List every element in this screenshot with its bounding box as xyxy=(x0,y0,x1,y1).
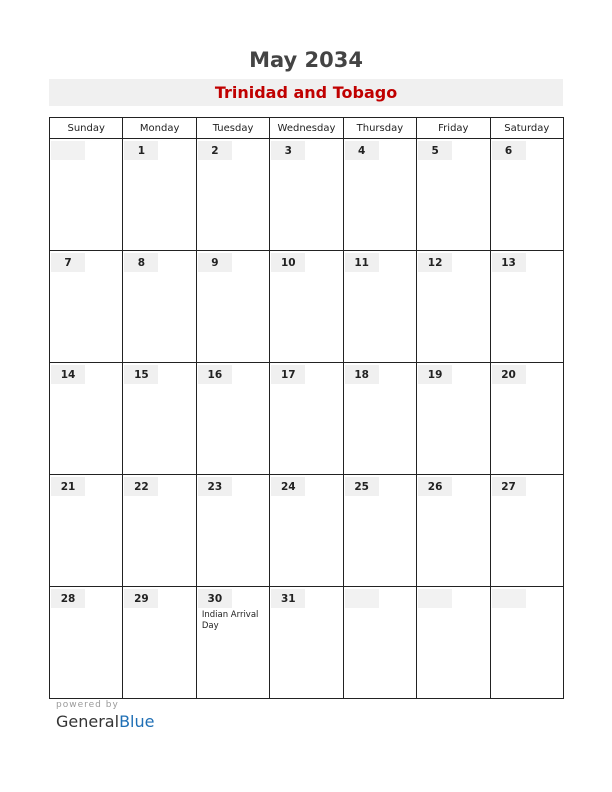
brand-blue: Blue xyxy=(119,712,155,731)
day-number: 16 xyxy=(198,365,232,384)
day-cell[interactable] xyxy=(417,139,490,251)
holiday-label: Indian Arrival Day xyxy=(201,610,259,631)
day-cell[interactable] xyxy=(417,475,490,587)
day-cell[interactable] xyxy=(417,363,490,475)
weekday-header: Wednesday xyxy=(270,118,343,139)
week-row xyxy=(50,251,564,363)
day-number: 3 xyxy=(271,141,305,160)
day-number: 5 xyxy=(418,141,452,160)
weekday-header: Saturday xyxy=(490,118,563,139)
day-number: 26 xyxy=(418,477,452,496)
day-number: 29 xyxy=(124,589,158,608)
day-cell[interactable] xyxy=(123,587,196,699)
day-cell[interactable] xyxy=(343,139,416,251)
day-cell[interactable] xyxy=(50,251,123,363)
country-banner xyxy=(49,79,563,106)
country-name: Trinidad and Tobago xyxy=(214,83,398,102)
day-cell[interactable] xyxy=(270,139,343,251)
day-cell[interactable] xyxy=(490,251,563,363)
day-cell[interactable] xyxy=(490,587,563,699)
day-number: 4 xyxy=(345,141,379,160)
day-cell[interactable] xyxy=(123,475,196,587)
day-cell[interactable] xyxy=(123,251,196,363)
week-row xyxy=(50,139,564,251)
day-number: 15 xyxy=(124,365,158,384)
day-number: 2 xyxy=(198,141,232,160)
day-cell[interactable] xyxy=(343,251,416,363)
day-number: 11 xyxy=(345,253,379,272)
weekday-header-row xyxy=(50,118,564,139)
day-number: 24 xyxy=(271,477,305,496)
day-cell[interactable] xyxy=(417,587,490,699)
brand-logo[interactable] xyxy=(56,712,154,731)
powered-by-label: powered by xyxy=(56,700,119,710)
day-number: 28 xyxy=(51,589,85,608)
day-cell[interactable] xyxy=(123,363,196,475)
day-cell[interactable] xyxy=(50,587,123,699)
page-title: May 2034 xyxy=(249,48,363,72)
calendar-grid xyxy=(49,117,564,699)
day-number: 23 xyxy=(198,477,232,496)
weekday-header: Tuesday xyxy=(196,118,269,139)
weekday-header: Monday xyxy=(123,118,196,139)
day-number: 9 xyxy=(198,253,232,272)
weekday-header: Sunday xyxy=(50,118,123,139)
day-number: 22 xyxy=(124,477,158,496)
day-cell[interactable] xyxy=(343,363,416,475)
week-row xyxy=(50,587,564,699)
week-row xyxy=(50,363,564,475)
day-cell[interactable] xyxy=(50,139,123,251)
weekday-header: Friday xyxy=(417,118,490,139)
day-number: 10 xyxy=(271,253,305,272)
day-cell[interactable] xyxy=(270,363,343,475)
day-number: 20 xyxy=(492,365,526,384)
day-cell[interactable] xyxy=(196,587,269,699)
day-number xyxy=(418,589,452,608)
day-cell[interactable] xyxy=(196,475,269,587)
weekday-header: Thursday xyxy=(343,118,416,139)
day-number xyxy=(345,589,379,608)
day-cell[interactable] xyxy=(196,363,269,475)
day-number: 21 xyxy=(51,477,85,496)
day-cell[interactable] xyxy=(490,363,563,475)
day-cell[interactable] xyxy=(417,251,490,363)
day-number: 14 xyxy=(51,365,85,384)
day-number: 30 xyxy=(198,589,232,608)
day-number: 25 xyxy=(345,477,379,496)
day-number: 13 xyxy=(492,253,526,272)
day-number: 1 xyxy=(124,141,158,160)
day-cell[interactable] xyxy=(490,139,563,251)
day-cell[interactable] xyxy=(50,363,123,475)
day-cell[interactable] xyxy=(123,139,196,251)
week-row xyxy=(50,475,564,587)
day-number: 8 xyxy=(124,253,158,272)
day-number: 31 xyxy=(271,589,305,608)
day-cell[interactable] xyxy=(50,475,123,587)
day-cell[interactable] xyxy=(270,475,343,587)
footer-branding xyxy=(56,700,154,731)
day-number xyxy=(492,589,526,608)
day-cell[interactable] xyxy=(343,475,416,587)
day-cell[interactable] xyxy=(196,251,269,363)
day-number xyxy=(51,141,85,160)
day-cell[interactable] xyxy=(270,587,343,699)
brand-general: General xyxy=(56,712,120,731)
day-cell[interactable] xyxy=(343,587,416,699)
day-number: 19 xyxy=(418,365,452,384)
day-number: 17 xyxy=(271,365,305,384)
day-number: 27 xyxy=(492,477,526,496)
day-number: 18 xyxy=(345,365,379,384)
day-number: 7 xyxy=(51,253,85,272)
day-cell[interactable] xyxy=(490,475,563,587)
day-cell[interactable] xyxy=(196,139,269,251)
day-number: 12 xyxy=(418,253,452,272)
day-number: 6 xyxy=(492,141,526,160)
day-cell[interactable] xyxy=(270,251,343,363)
